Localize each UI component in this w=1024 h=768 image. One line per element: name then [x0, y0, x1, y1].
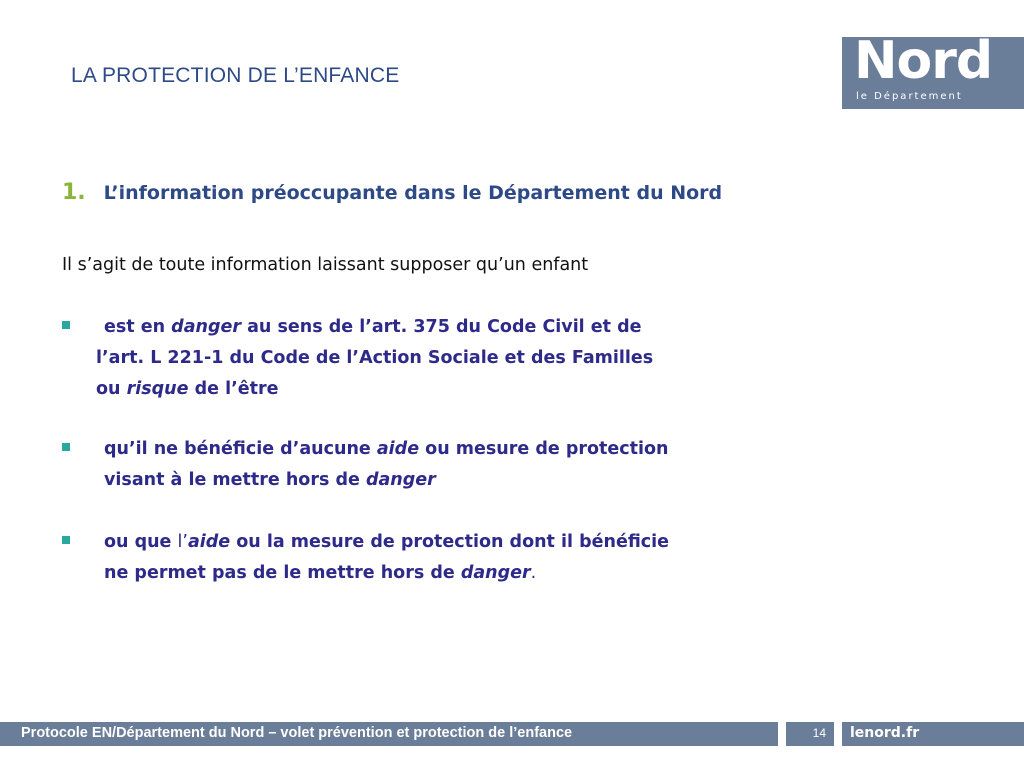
- bullet-text: l’art. L 221-1 du Code de l’Action Sociale et des Familles: [96, 348, 654, 368]
- bullet-text: l’: [177, 532, 188, 552]
- square-bullet-icon: [62, 321, 70, 329]
- page-number-box: [786, 722, 834, 746]
- bullet-item-2: [62, 434, 668, 496]
- bullet-text: ou mesure de protection: [419, 439, 669, 459]
- page-number: 14: [812, 726, 826, 740]
- website-box: [842, 722, 1024, 746]
- footer-text: Protocole EN/Département du Nord – volet prévention et protection de l’enfance: [21, 725, 573, 741]
- emphasis-text: danger: [460, 563, 531, 583]
- intro-text: Il s’agit de toute information laissant supposer qu’un enfant: [62, 255, 589, 275]
- square-bullet-icon: [62, 536, 70, 544]
- bullet-item-3: [62, 527, 669, 589]
- section-number: 1.: [62, 180, 86, 205]
- emphasis-text: risque: [126, 379, 189, 399]
- square-bullet-icon: [62, 443, 70, 451]
- bullet-text: au sens de l’art. 375 du Code Civil et de: [241, 317, 642, 337]
- logo-subtitle: le Département: [856, 91, 963, 102]
- bullet-text: ou que: [104, 532, 178, 552]
- website-link[interactable]: lenord.fr: [850, 725, 920, 741]
- bullet-text: ou: [96, 379, 127, 399]
- logo-word: Nord: [854, 31, 993, 91]
- bullet-text: visant à le mettre hors de: [104, 470, 366, 490]
- section-heading-text: L’information préoccupante dans le Département du Nord: [103, 182, 723, 204]
- bullet-text: de l’être: [188, 379, 279, 399]
- bullet-item-1: [62, 312, 653, 405]
- bullet-text: est en: [104, 317, 172, 337]
- footer-bar: [0, 722, 778, 746]
- bullet-text: .: [530, 563, 537, 583]
- emphasis-text: danger: [171, 317, 241, 337]
- slide-title: LA PROTECTION DE L’ENFANCE: [71, 64, 400, 87]
- bullet-text: ne permet pas de le mettre hors de: [104, 563, 461, 583]
- emphasis-text: aide: [376, 439, 420, 459]
- section-heading: [62, 180, 722, 205]
- bullet-text: qu’il ne bénéficie d’aucune: [104, 439, 377, 459]
- bullet-text: ou la mesure de protection dont il bénéficie: [230, 532, 670, 552]
- emphasis-text: danger: [365, 470, 436, 490]
- nord-logo: [842, 31, 1024, 109]
- emphasis-text: aide: [187, 532, 231, 552]
